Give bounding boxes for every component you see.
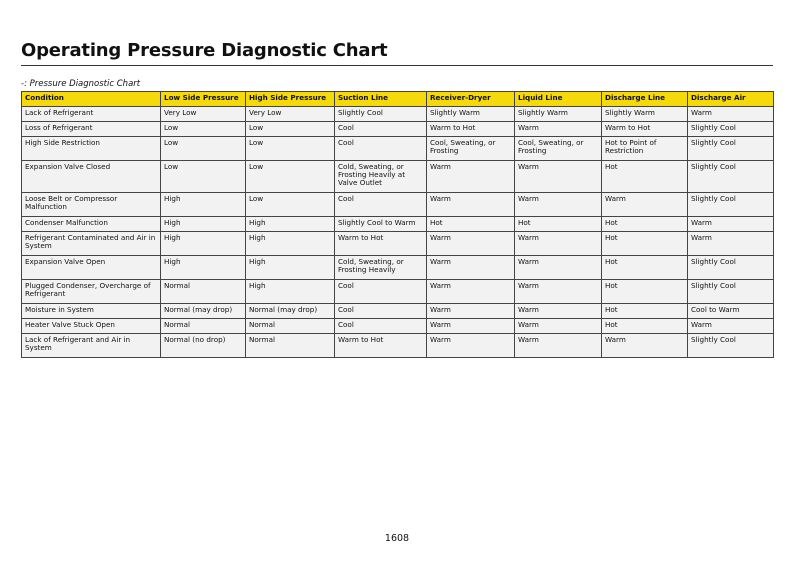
- cell-receiver-dryer: Warm to Hot: [427, 122, 515, 137]
- cell-liquid-line: Warm: [515, 280, 602, 304]
- header-liquid-line: Liquid Line: [515, 92, 602, 107]
- cell-receiver-dryer: Warm: [427, 232, 515, 256]
- cell-condition: Expansion Valve Closed: [22, 161, 161, 193]
- cell-discharge-air: Slightly Cool: [688, 334, 774, 358]
- cell-low-side-pressure: Normal (may drop): [161, 304, 246, 319]
- cell-suction-line: Cool: [335, 193, 427, 217]
- cell-high-side-pressure: High: [246, 217, 335, 232]
- cell-liquid-line: Warm: [515, 193, 602, 217]
- cell-low-side-pressure: Low: [161, 137, 246, 161]
- cell-discharge-air: Warm: [688, 107, 774, 122]
- cell-suction-line: Warm to Hot: [335, 232, 427, 256]
- cell-liquid-line: Warm: [515, 304, 602, 319]
- cell-suction-line: Slightly Cool to Warm: [335, 217, 427, 232]
- table-row: [22, 217, 774, 232]
- cell-suction-line: Slightly Cool: [335, 107, 427, 122]
- page-title: Operating Pressure Diagnostic Chart: [21, 40, 388, 61]
- cell-condition: Loose Belt or Compressor Malfunction: [22, 193, 161, 217]
- cell-liquid-line: Warm: [515, 256, 602, 280]
- cell-low-side-pressure: Normal: [161, 319, 246, 334]
- cell-low-side-pressure: Low: [161, 122, 246, 137]
- cell-suction-line: Cool: [335, 319, 427, 334]
- table-row: [22, 256, 774, 280]
- cell-high-side-pressure: High: [246, 232, 335, 256]
- cell-liquid-line: Cool, Sweating, or Frosting: [515, 137, 602, 161]
- cell-receiver-dryer: Slightly Warm: [427, 107, 515, 122]
- cell-receiver-dryer: Warm: [427, 161, 515, 193]
- cell-low-side-pressure: High: [161, 217, 246, 232]
- cell-discharge-air: Slightly Cool: [688, 137, 774, 161]
- cell-condition: Moisture in System: [22, 304, 161, 319]
- header-condition: Condition: [22, 92, 161, 107]
- cell-discharge-air: Cool to Warm: [688, 304, 774, 319]
- table-row: [22, 280, 774, 304]
- cell-liquid-line: Warm: [515, 122, 602, 137]
- cell-low-side-pressure: High: [161, 193, 246, 217]
- page-number: 1608: [384, 533, 410, 544]
- cell-condition: High Side Restriction: [22, 137, 161, 161]
- table-row: [22, 193, 774, 217]
- table-row: [22, 319, 774, 334]
- header-low-side-pressure: Low Side Pressure: [161, 92, 246, 107]
- table-caption: -: Pressure Diagnostic Chart: [21, 79, 141, 89]
- cell-receiver-dryer: Cool, Sweating, or Frosting: [427, 137, 515, 161]
- cell-discharge-line: Warm: [602, 193, 688, 217]
- cell-condition: Loss of Refrigerant: [22, 122, 161, 137]
- cell-high-side-pressure: Low: [246, 122, 335, 137]
- cell-receiver-dryer: Warm: [427, 319, 515, 334]
- cell-discharge-line: Slightly Warm: [602, 107, 688, 122]
- cell-high-side-pressure: Low: [246, 137, 335, 161]
- table-row: [22, 232, 774, 256]
- cell-condition: Condenser Malfunction: [22, 217, 161, 232]
- cell-discharge-air: Warm: [688, 319, 774, 334]
- cell-discharge-line: Warm: [602, 334, 688, 358]
- cell-low-side-pressure: Normal: [161, 280, 246, 304]
- pressure-diagnostic-table: [21, 91, 774, 358]
- cell-discharge-line: Hot: [602, 280, 688, 304]
- cell-discharge-air: Slightly Cool: [688, 161, 774, 193]
- cell-discharge-line: Hot: [602, 161, 688, 193]
- cell-high-side-pressure: Normal: [246, 334, 335, 358]
- cell-low-side-pressure: Very Low: [161, 107, 246, 122]
- cell-high-side-pressure: Normal (may drop): [246, 304, 335, 319]
- cell-low-side-pressure: High: [161, 232, 246, 256]
- cell-discharge-line: Hot: [602, 319, 688, 334]
- header-discharge-air: Discharge Air: [688, 92, 774, 107]
- cell-high-side-pressure: High: [246, 256, 335, 280]
- cell-discharge-line: Hot to Point of Restriction: [602, 137, 688, 161]
- cell-liquid-line: Warm: [515, 319, 602, 334]
- table-header-row: [22, 92, 774, 107]
- cell-low-side-pressure: High: [161, 256, 246, 280]
- cell-high-side-pressure: Very Low: [246, 107, 335, 122]
- cell-liquid-line: Warm: [515, 334, 602, 358]
- cell-discharge-air: Warm: [688, 232, 774, 256]
- title-divider: [21, 65, 773, 66]
- cell-low-side-pressure: Low: [161, 161, 246, 193]
- cell-condition: Refrigerant Contaminated and Air in System: [22, 232, 161, 256]
- table-row: [22, 137, 774, 161]
- cell-liquid-line: Warm: [515, 232, 602, 256]
- header-receiver-dryer: Receiver-Dryer: [427, 92, 515, 107]
- header-discharge-line: Discharge Line: [602, 92, 688, 107]
- cell-receiver-dryer: Warm: [427, 193, 515, 217]
- cell-suction-line: Cool: [335, 122, 427, 137]
- cell-receiver-dryer: Hot: [427, 217, 515, 232]
- cell-suction-line: Cold, Sweating, or Frosting Heavily at Valve Outlet: [335, 161, 427, 193]
- cell-discharge-air: Slightly Cool: [688, 122, 774, 137]
- cell-discharge-line: Warm to Hot: [602, 122, 688, 137]
- cell-suction-line: Warm to Hot: [335, 334, 427, 358]
- cell-receiver-dryer: Warm: [427, 256, 515, 280]
- cell-condition: Lack of Refrigerant: [22, 107, 161, 122]
- cell-suction-line: Cold, Sweating, or Frosting Heavily: [335, 256, 427, 280]
- cell-receiver-dryer: Warm: [427, 280, 515, 304]
- cell-condition: Plugged Condenser, Overcharge of Refrigerant: [22, 280, 161, 304]
- header-suction-line: Suction Line: [335, 92, 427, 107]
- cell-suction-line: Cool: [335, 280, 427, 304]
- cell-liquid-line: Hot: [515, 217, 602, 232]
- table-row: [22, 122, 774, 137]
- cell-liquid-line: Warm: [515, 161, 602, 193]
- cell-discharge-air: Warm: [688, 217, 774, 232]
- cell-suction-line: Cool: [335, 137, 427, 161]
- table-row: [22, 107, 774, 122]
- header-high-side-pressure: High Side Pressure: [246, 92, 335, 107]
- cell-liquid-line: Slightly Warm: [515, 107, 602, 122]
- cell-condition: Heater Valve Stuck Open: [22, 319, 161, 334]
- table-row: [22, 334, 774, 358]
- cell-receiver-dryer: Warm: [427, 304, 515, 319]
- cell-discharge-air: Slightly Cool: [688, 256, 774, 280]
- cell-suction-line: Cool: [335, 304, 427, 319]
- cell-condition: Expansion Valve Open: [22, 256, 161, 280]
- cell-high-side-pressure: Low: [246, 193, 335, 217]
- cell-discharge-line: Hot: [602, 217, 688, 232]
- cell-discharge-line: Hot: [602, 232, 688, 256]
- table-row: [22, 161, 774, 193]
- cell-condition: Lack of Refrigerant and Air in System: [22, 334, 161, 358]
- cell-high-side-pressure: High: [246, 280, 335, 304]
- cell-low-side-pressure: Normal (no drop): [161, 334, 246, 358]
- cell-high-side-pressure: Low: [246, 161, 335, 193]
- cell-receiver-dryer: Warm: [427, 334, 515, 358]
- cell-high-side-pressure: Normal: [246, 319, 335, 334]
- cell-discharge-line: Hot: [602, 304, 688, 319]
- cell-discharge-air: Slightly Cool: [688, 280, 774, 304]
- table-row: [22, 304, 774, 319]
- cell-discharge-line: Hot: [602, 256, 688, 280]
- cell-discharge-air: Slightly Cool: [688, 193, 774, 217]
